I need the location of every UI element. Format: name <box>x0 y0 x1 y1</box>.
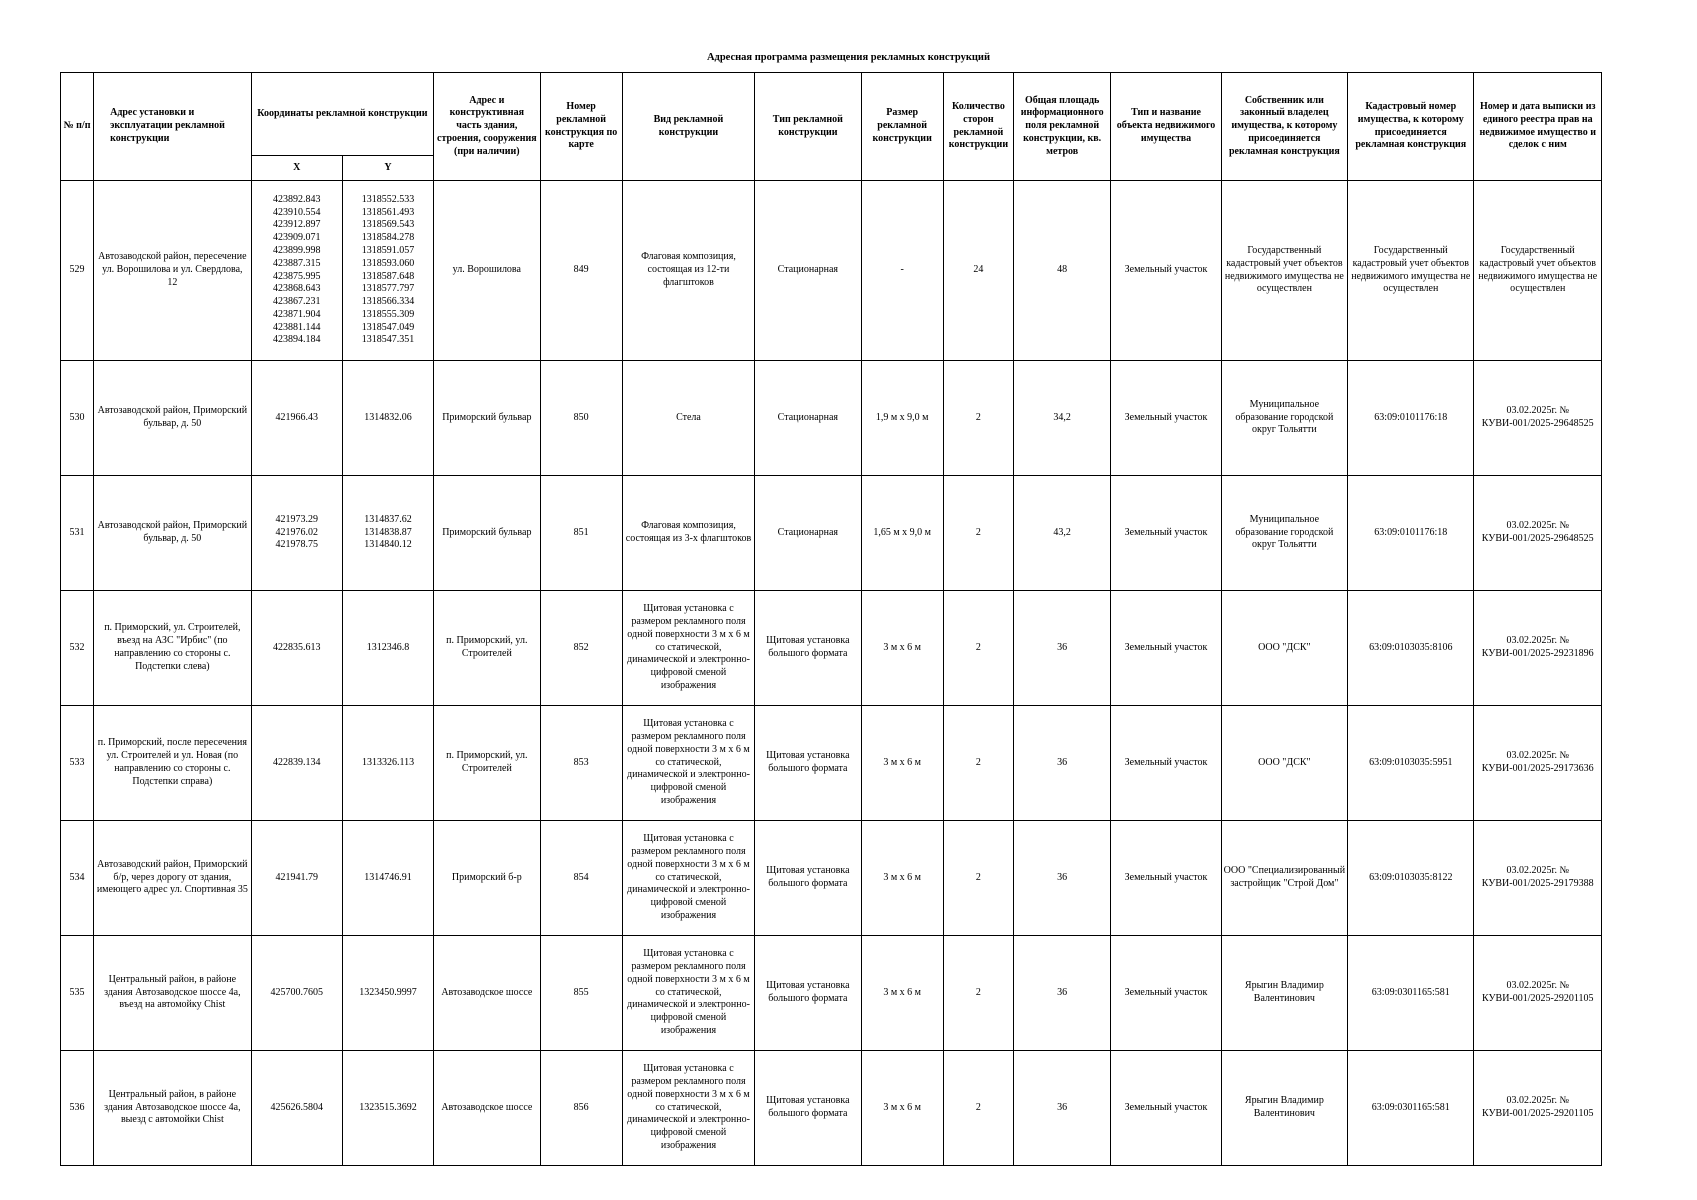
cell-type: Щитовая установка большого формата <box>755 591 861 706</box>
cell-sides: 2 <box>943 476 1013 591</box>
header-y: Y <box>342 156 433 181</box>
header-object: Тип и название объекта недвижимого имущества <box>1111 73 1221 181</box>
coordinate-value: 421976.02 <box>275 526 318 538</box>
cell-num: 530 <box>61 361 94 476</box>
coordinate-value: 422835.613 <box>272 641 321 653</box>
cell-map-num: 851 <box>540 476 622 591</box>
coordinate-value: 1314838.87 <box>364 526 412 538</box>
cell-coord-y <box>342 476 433 591</box>
coordinate-value: 1312346.8 <box>366 641 410 653</box>
cell-area: 43,2 <box>1014 476 1111 591</box>
coordinate-value: 423899.998 <box>272 244 321 256</box>
cell-address: Центральный район, в районе здания Автозаводское шоссе 4а, выезд с автомойки Chist <box>94 1051 252 1166</box>
cell-area: 36 <box>1014 591 1111 706</box>
cell-kind: Щитовая установка с размером рекламного поля одной поверхности 3 м х 6 м со статической, динамической и электронно-цифровой сменой изображения <box>622 591 754 706</box>
cell-num: 532 <box>61 591 94 706</box>
cell-coord-x <box>251 936 342 1051</box>
header-registry: Номер и дата выписки из единого реестра прав на недвижимое имущество и сделок с ним <box>1474 73 1602 181</box>
cell-size: 3 м х 6 м <box>861 936 943 1051</box>
header-x: X <box>251 156 342 181</box>
cell-object: Земельный участок <box>1111 361 1221 476</box>
cell-part: п. Приморский, ул. Строителей <box>434 591 540 706</box>
header-type: Тип рекламной конструкции <box>755 73 861 181</box>
cell-object: Земельный участок <box>1111 821 1221 936</box>
table-body <box>61 181 1602 1166</box>
table-row <box>61 591 1602 706</box>
header-address: Адрес установки и эксплуатации рекламной конструкции <box>94 73 252 181</box>
cell-owner: Государственный кадастровый учет объектов недвижимого имущества не осуществлен <box>1221 181 1347 361</box>
table-row <box>61 361 1602 476</box>
cell-map-num: 853 <box>540 706 622 821</box>
cell-sides: 2 <box>943 1051 1013 1166</box>
cell-size: 3 м х 6 м <box>861 821 943 936</box>
cell-size: 1,65 м х 9,0 м <box>861 476 943 591</box>
cell-num: 529 <box>61 181 94 361</box>
cell-cadastral: 63:09:0101176:18 <box>1348 476 1474 591</box>
cell-coord-x <box>251 591 342 706</box>
cell-kind: Щитовая установка с размером рекламного поля одной поверхности 3 м х 6 м со статической, динамической и электронно-цифровой сменой изображения <box>622 1051 754 1166</box>
cell-num: 533 <box>61 706 94 821</box>
cell-type: Щитовая установка большого формата <box>755 821 861 936</box>
coordinate-value: 421941.79 <box>275 871 318 883</box>
table-row <box>61 476 1602 591</box>
cell-address: Автозаводской район, Приморский бульвар, д. 50 <box>94 361 252 476</box>
header-num: № п/п <box>61 73 94 181</box>
cell-owner: Муниципальное образование городской округ Тольятти <box>1221 361 1347 476</box>
coordinate-value: 1323450.9997 <box>359 986 417 998</box>
coordinate-value: 423871.904 <box>272 308 321 320</box>
coordinate-value: 1318555.309 <box>361 308 415 320</box>
header-coords: Координаты рекламной конструкции <box>251 73 434 156</box>
cell-owner: Ярыгин Владимир Валентинович <box>1221 1051 1347 1166</box>
cell-map-num: 852 <box>540 591 622 706</box>
cell-coord-x <box>251 1051 342 1166</box>
header-kind: Вид рекламной конструкции <box>622 73 754 181</box>
cell-coord-x <box>251 821 342 936</box>
cell-kind: Щитовая установка с размером рекламного поля одной поверхности 3 м х 6 м со статической, динамической и электронно-цифровой сменой изображения <box>622 706 754 821</box>
cell-registry: 03.02.2025г. № КУВИ-001/2025-29648525 <box>1474 361 1602 476</box>
cell-size: 3 м х 6 м <box>861 706 943 821</box>
coordinate-value: 423909.071 <box>272 232 321 244</box>
cell-sides: 2 <box>943 821 1013 936</box>
cell-object: Земельный участок <box>1111 476 1221 591</box>
cell-type: Щитовая установка большого формата <box>755 1051 861 1166</box>
cell-size: 3 м х 6 м <box>861 1051 943 1166</box>
cell-coord-y <box>342 181 433 361</box>
cell-registry: 03.02.2025г. № КУВИ-001/2025-29648525 <box>1474 476 1602 591</box>
cell-type: Щитовая установка большого формата <box>755 706 861 821</box>
table-row <box>61 936 1602 1051</box>
header-sides: Количество сторон рекламной конструкции <box>943 73 1013 181</box>
coordinate-value: 423892.843 <box>272 193 321 205</box>
header-map-num: Номер рекламной конструкция по карте <box>540 73 622 181</box>
cell-kind: Щитовая установка с размером рекламного поля одной поверхности 3 м х 6 м со статической, динамической и электронно-цифровой сменой изображения <box>622 821 754 936</box>
cell-kind: Флаговая композиция, состоящая из 3-х флагштоков <box>622 476 754 591</box>
cell-part: Автозаводское шоссе <box>434 1051 540 1166</box>
coordinate-value: 1318593.060 <box>361 257 415 269</box>
cell-map-num: 856 <box>540 1051 622 1166</box>
coordinate-value: 423894.184 <box>272 334 321 346</box>
coordinate-value: 1314837.62 <box>364 513 412 525</box>
header-area: Общая площадь информационного поля рекламной конструкции, кв. метров <box>1014 73 1111 181</box>
header-cadastral: Кадастровый номер имущества, к которому присоединяется рекламная конструкция <box>1348 73 1474 181</box>
cell-address: Центральный район, в районе здания Автозаводское шоссе 4а, въезд на автомойку Chist <box>94 936 252 1051</box>
cell-coord-y <box>342 936 433 1051</box>
cell-size: 3 м х 6 м <box>861 591 943 706</box>
cell-type: Стационарная <box>755 361 861 476</box>
coordinate-value: 423910.554 <box>272 206 321 218</box>
cell-coord-y <box>342 1051 433 1166</box>
cell-kind: Стела <box>622 361 754 476</box>
cell-cadastral: 63:09:0101176:18 <box>1348 361 1474 476</box>
coordinate-value: 1318552.533 <box>361 193 415 205</box>
cell-coord-y <box>342 361 433 476</box>
coordinate-value: 1318561.493 <box>361 206 415 218</box>
cell-coord-x <box>251 361 342 476</box>
cell-part: Приморский бульвар <box>434 361 540 476</box>
cell-coord-x <box>251 181 342 361</box>
cell-address: Автозаводский район, Приморский б/р, через дорогу от здания, имеющего адрес ул. Спортивная 35 <box>94 821 252 936</box>
cell-coord-x <box>251 476 342 591</box>
coordinate-value: 421966.43 <box>275 411 318 423</box>
coordinate-value: 1314746.91 <box>364 871 412 883</box>
cell-address: Автозаводской район, пересечение ул. Ворошилова и ул. Свердлова, 12 <box>94 181 252 361</box>
cell-sides: 2 <box>943 706 1013 821</box>
header-part: Адрес и конструктивная часть здания, строения, сооружения (при наличии) <box>434 73 540 181</box>
cell-owner: Муниципальное образование городской округ Тольятти <box>1221 476 1347 591</box>
table-row <box>61 181 1602 361</box>
coordinate-value: 1323515.3692 <box>359 1101 417 1113</box>
cell-coord-y <box>342 591 433 706</box>
cell-area: 48 <box>1014 181 1111 361</box>
cell-coord-y <box>342 821 433 936</box>
coordinate-value: 425626.5804 <box>270 1101 323 1113</box>
cell-owner: ООО "Специализированный застройщик "Строй Дом" <box>1221 821 1347 936</box>
coordinate-value: 421978.75 <box>275 539 318 551</box>
cell-kind: Флаговая композиция, состоящая из 12-ти флагштоков <box>622 181 754 361</box>
coordinate-value: 1318577.797 <box>361 283 415 295</box>
coordinate-value: 423881.144 <box>272 321 321 333</box>
coordinate-value: 1318547.049 <box>361 321 415 333</box>
cell-type: Щитовая установка большого формата <box>755 936 861 1051</box>
cell-owner: Ярыгин Владимир Валентинович <box>1221 936 1347 1051</box>
cell-num: 531 <box>61 476 94 591</box>
document-title: Адресная программа размещения рекламных конструкций <box>706 52 991 63</box>
coordinate-value: 1318566.334 <box>361 296 415 308</box>
cell-map-num: 855 <box>540 936 622 1051</box>
cell-object: Земельный участок <box>1111 706 1221 821</box>
coordinate-value: 421973.29 <box>275 513 318 525</box>
coordinate-value: 423868.643 <box>272 283 321 295</box>
cell-sides: 24 <box>943 181 1013 361</box>
cell-owner: ООО "ДСК" <box>1221 706 1347 821</box>
cell-object: Земельный участок <box>1111 936 1221 1051</box>
cell-map-num: 854 <box>540 821 622 936</box>
cell-cadastral: Государственный кадастровый учет объектов недвижимого имущества не осуществлен <box>1348 181 1474 361</box>
cell-sides: 2 <box>943 936 1013 1051</box>
coordinate-value: 425700.7605 <box>270 986 323 998</box>
cell-area: 36 <box>1014 1051 1111 1166</box>
coordinate-value: 1318587.648 <box>361 270 415 282</box>
cell-object: Земельный участок <box>1111 1051 1221 1166</box>
cell-object: Земельный участок <box>1111 181 1221 361</box>
cell-registry: 03.02.2025г. № КУВИ-001/2025-29179388 <box>1474 821 1602 936</box>
coordinate-value: 1318547.351 <box>361 334 415 346</box>
cell-area: 36 <box>1014 936 1111 1051</box>
coordinate-value: 1318584.278 <box>361 232 415 244</box>
header-owner: Собственник или законный владелец имущества, к которому присоединяется рекламная конструкция <box>1221 73 1347 181</box>
cell-kind: Щитовая установка с размером рекламного поля одной поверхности 3 м х 6 м со статической, динамической и электронно-цифровой сменой изображения <box>622 936 754 1051</box>
cell-map-num: 849 <box>540 181 622 361</box>
cell-cadastral: 63:09:0103035:8106 <box>1348 591 1474 706</box>
cell-coord-x <box>251 706 342 821</box>
cell-registry: 03.02.2025г. № КУВИ-001/2025-29201105 <box>1474 936 1602 1051</box>
coordinate-value: 423887.315 <box>272 257 321 269</box>
cell-object: Земельный участок <box>1111 591 1221 706</box>
cell-type: Стационарная <box>755 476 861 591</box>
cell-sides: 2 <box>943 361 1013 476</box>
cell-part: Автозаводское шоссе <box>434 936 540 1051</box>
cell-cadastral: 63:09:0103035:5951 <box>1348 706 1474 821</box>
cell-num: 535 <box>61 936 94 1051</box>
cell-map-num: 850 <box>540 361 622 476</box>
table-row <box>61 1051 1602 1166</box>
cell-part: п. Приморский, ул. Строителей <box>434 706 540 821</box>
table-row <box>61 706 1602 821</box>
cell-part: ул. Ворошилова <box>434 181 540 361</box>
cell-size: - <box>861 181 943 361</box>
cell-num: 536 <box>61 1051 94 1166</box>
cell-part: Приморский б-р <box>434 821 540 936</box>
cell-cadastral: 63:09:0301165:581 <box>1348 1051 1474 1166</box>
table-header <box>61 73 1602 181</box>
coordinate-value: 423867.231 <box>272 296 321 308</box>
cell-part: Приморский бульвар <box>434 476 540 591</box>
cell-owner: ООО "ДСК" <box>1221 591 1347 706</box>
cell-coord-y <box>342 706 433 821</box>
cell-type: Стационарная <box>755 181 861 361</box>
cell-registry: Государственный кадастровый учет объектов недвижимого имущества не осуществлен <box>1474 181 1602 361</box>
cell-cadastral: 63:09:0301165:581 <box>1348 936 1474 1051</box>
cell-area: 36 <box>1014 706 1111 821</box>
table-row <box>61 821 1602 936</box>
coordinate-value: 1314832.06 <box>364 411 412 423</box>
cell-address: п. Приморский, после пересечения ул. Строителей и ул. Новая (по направлению со стороны с. Подстепки справа) <box>94 706 252 821</box>
coordinate-value: 1318591.057 <box>361 244 415 256</box>
coordinate-value: 1314840.12 <box>364 539 412 551</box>
cell-address: п. Приморский, ул. Строителей, въезд на АЗС "Ирбис" (по направлению со стороны с. Подстепки слева) <box>94 591 252 706</box>
cell-address: Автозаводской район, Приморский бульвар, д. 50 <box>94 476 252 591</box>
cell-area: 36 <box>1014 821 1111 936</box>
cell-sides: 2 <box>943 591 1013 706</box>
coordinate-value: 1318569.543 <box>361 219 415 231</box>
coordinate-value: 423875.995 <box>272 270 321 282</box>
cell-size: 1,9 м х 9,0 м <box>861 361 943 476</box>
coordinate-value: 1313326.113 <box>361 756 415 768</box>
cell-cadastral: 63:09:0103035:8122 <box>1348 821 1474 936</box>
cell-registry: 03.02.2025г. № КУВИ-001/2025-29201105 <box>1474 1051 1602 1166</box>
cell-area: 34,2 <box>1014 361 1111 476</box>
header-size: Размер рекламной конструкции <box>861 73 943 181</box>
coordinate-value: 423912.897 <box>272 219 321 231</box>
ad-program-table <box>60 72 1602 1166</box>
cell-num: 534 <box>61 821 94 936</box>
cell-registry: 03.02.2025г. № КУВИ-001/2025-29231896 <box>1474 591 1602 706</box>
coordinate-value: 422839.134 <box>272 756 321 768</box>
cell-registry: 03.02.2025г. № КУВИ-001/2025-29173636 <box>1474 706 1602 821</box>
